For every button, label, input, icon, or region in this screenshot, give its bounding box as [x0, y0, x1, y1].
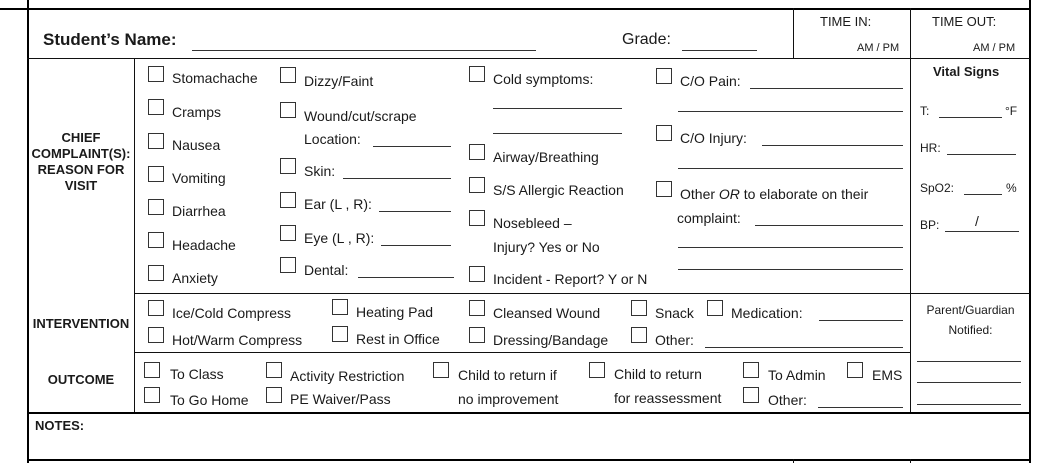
- hot-compress-label: Hot/Warm Compress: [172, 332, 303, 348]
- vomiting-checkbox[interactable]: [148, 166, 164, 182]
- eye-field[interactable]: [381, 245, 451, 246]
- co-injury-label: C/O Injury:: [680, 130, 747, 146]
- headache-checkbox[interactable]: [148, 232, 164, 248]
- other-text: Other: [680, 186, 719, 202]
- ear-checkbox[interactable]: [280, 192, 296, 208]
- dental-checkbox[interactable]: [280, 257, 296, 273]
- temp-label: T:: [920, 104, 930, 118]
- spo2-unit: %: [1006, 181, 1017, 195]
- temp-field[interactable]: [939, 117, 1002, 118]
- label-column-divider: [134, 58, 135, 412]
- incident-checkbox[interactable]: [469, 266, 485, 282]
- medication-checkbox[interactable]: [707, 300, 723, 316]
- cold-symptoms-checkbox[interactable]: [469, 66, 485, 82]
- vital-signs-title: Vital Signs: [933, 64, 1000, 79]
- parent-notified-label: [911, 302, 1030, 338]
- co-injury-field[interactable]: [762, 145, 903, 146]
- cramps-label: Cramps: [172, 104, 222, 120]
- intervention-other-checkbox[interactable]: [631, 327, 647, 343]
- medication-field[interactable]: [819, 320, 903, 321]
- bp-slash: /: [975, 213, 979, 229]
- outcome-bottom-line: [27, 412, 1030, 414]
- parent-field-3[interactable]: [917, 404, 1021, 405]
- next-row-divider-2: [910, 459, 911, 463]
- ear-field[interactable]: [379, 211, 451, 212]
- dental-field[interactable]: [358, 277, 454, 278]
- co-injury-checkbox[interactable]: [656, 125, 672, 141]
- ear-label: Ear (L , R):: [304, 196, 372, 212]
- pe-waiver-label: PE Waiver/Pass: [290, 391, 391, 407]
- diarrhea-checkbox[interactable]: [148, 199, 164, 215]
- to-go-home-checkbox[interactable]: [144, 387, 160, 403]
- skin-checkbox[interactable]: [280, 158, 296, 174]
- dental-label: Dental:: [304, 262, 349, 278]
- stomachache-checkbox[interactable]: [148, 66, 164, 82]
- parent-field-2[interactable]: [917, 382, 1021, 383]
- notes-label: NOTES:: [35, 418, 85, 433]
- time-in-ampm[interactable]: AM / PM: [857, 42, 900, 54]
- student-name-label: Student’s Name:: [43, 30, 177, 49]
- reassessment-label: for reassessment: [614, 390, 722, 406]
- complaint-field-3[interactable]: [678, 269, 903, 270]
- intervention-label: INTERVENTION: [32, 316, 130, 331]
- hot-compress-checkbox[interactable]: [148, 327, 164, 343]
- or-text: OR: [718, 186, 740, 202]
- heating-pad-label: Heating Pad: [356, 304, 434, 320]
- skin-field[interactable]: [343, 178, 451, 179]
- wound-label: Wound/cut/scrape: [304, 108, 417, 124]
- wound-checkbox[interactable]: [280, 102, 296, 118]
- allergic-reaction-checkbox[interactable]: [469, 177, 485, 193]
- airway-label: Airway/Breathing: [493, 149, 599, 165]
- complaint-label: complaint:: [677, 210, 741, 226]
- cleansed-wound-label: Cleansed Wound: [493, 305, 601, 321]
- intervention-other-field[interactable]: [705, 347, 903, 348]
- outcome-other-label: Other:: [768, 392, 807, 408]
- other-complaint-checkbox[interactable]: [656, 181, 672, 197]
- form-top-border: [0, 8, 1030, 10]
- parent-field-1[interactable]: [917, 361, 1021, 362]
- to-admin-checkbox[interactable]: [743, 362, 759, 378]
- eye-label: Eye (L , R):: [304, 230, 375, 246]
- pe-waiver-checkbox[interactable]: [266, 387, 282, 403]
- hr-label: HR:: [920, 141, 941, 155]
- intervention-bottom-line: [134, 352, 910, 353]
- ice-compress-label: Ice/Cold Compress: [172, 305, 292, 321]
- time-in-label: TIME IN:: [820, 14, 872, 29]
- child-return-label: Child to return: [614, 366, 702, 382]
- cramps-checkbox[interactable]: [148, 99, 164, 115]
- chief-label-line-2: COMPLAINT(S):: [31, 146, 131, 161]
- cold-symptoms-field-2[interactable]: [493, 133, 622, 134]
- form-right-border: [1029, 0, 1031, 463]
- anxiety-checkbox[interactable]: [148, 265, 164, 281]
- student-name-field[interactable]: [192, 50, 536, 51]
- nausea-checkbox[interactable]: [148, 133, 164, 149]
- airway-checkbox[interactable]: [469, 144, 485, 160]
- medication-label: Medication:: [731, 305, 803, 321]
- stomachache-label: Stomachache: [172, 70, 258, 86]
- dressing-bandage-checkbox[interactable]: [469, 327, 485, 343]
- next-row-divider-1: [793, 459, 794, 463]
- hr-field[interactable]: [947, 154, 1016, 155]
- cleansed-wound-checkbox[interactable]: [469, 300, 485, 316]
- time-out-ampm[interactable]: AM / PM: [973, 42, 1016, 54]
- snack-label: Snack: [655, 305, 694, 321]
- cold-symptoms-field-1[interactable]: [493, 108, 622, 109]
- intervention-other-label: Other:: [655, 332, 694, 348]
- child-return-checkbox[interactable]: [589, 362, 605, 378]
- location-label: Location:: [304, 131, 361, 147]
- temp-unit: °F: [1005, 104, 1018, 118]
- bp-field[interactable]: [945, 231, 1019, 232]
- nosebleed-checkbox[interactable]: [469, 210, 485, 226]
- co-injury-field-2[interactable]: [678, 168, 903, 169]
- complaint-field-1[interactable]: [755, 225, 903, 226]
- co-pain-field-2[interactable]: [678, 111, 903, 112]
- parent-line-1: Parent/Guardian: [926, 303, 1015, 317]
- chief-label-line-3: REASON FOR: [37, 162, 125, 177]
- spo2-label: SpO2:: [920, 181, 955, 195]
- cold-symptoms-label: Cold symptoms:: [493, 71, 594, 87]
- spo2-field[interactable]: [964, 194, 1002, 195]
- activity-restriction-label: Activity Restriction: [290, 368, 405, 384]
- rest-in-office-label: Rest in Office: [356, 331, 440, 347]
- chief-label-line-1: CHIEF: [61, 130, 101, 145]
- chief-complaint-label: [28, 130, 134, 194]
- chief-bottom-line: [134, 293, 1030, 294]
- form-left-border: [27, 0, 29, 463]
- nausea-label: Nausea: [172, 137, 221, 153]
- ice-compress-checkbox[interactable]: [148, 300, 164, 316]
- child-return-if-checkbox[interactable]: [433, 362, 449, 378]
- other-complaint-label: [680, 186, 868, 202]
- parent-line-2: Notified:: [948, 323, 993, 337]
- form-bottom-border: [27, 459, 1030, 461]
- header-bottom-line: [27, 58, 1030, 59]
- to-go-home-label: To Go Home: [170, 392, 249, 408]
- activity-restriction-checkbox[interactable]: [266, 362, 282, 378]
- skin-label: Skin:: [304, 163, 336, 179]
- injury-question-label: Injury? Yes or No: [493, 239, 600, 255]
- eye-checkbox[interactable]: [280, 225, 296, 241]
- rest-in-office-checkbox[interactable]: [332, 326, 348, 342]
- snack-checkbox[interactable]: [631, 300, 647, 316]
- headache-label: Headache: [172, 237, 236, 253]
- co-pain-label: C/O Pain:: [680, 73, 741, 89]
- to-admin-label: To Admin: [768, 367, 826, 383]
- chief-label-line-4: VISIT: [64, 178, 98, 193]
- elaborate-text: to elaborate on their: [739, 186, 869, 202]
- time-out-label: TIME OUT:: [932, 14, 997, 29]
- vomiting-label: Vomiting: [172, 170, 226, 186]
- child-return-if-label: Child to return if: [458, 367, 557, 383]
- grade-field[interactable]: [682, 50, 757, 51]
- co-pain-checkbox[interactable]: [656, 68, 672, 84]
- dizzy-faint-checkbox[interactable]: [280, 67, 296, 83]
- dressing-bandage-label: Dressing/Bandage: [493, 332, 609, 348]
- time-in-divider: [793, 8, 794, 58]
- co-pain-field[interactable]: [750, 88, 903, 89]
- incident-label: Incident - Report? Y or N: [493, 271, 648, 287]
- diarrhea-label: Diarrhea: [172, 203, 226, 219]
- allergic-reaction-label: S/S Allergic Reaction: [493, 182, 624, 198]
- outcome-label: OUTCOME: [47, 372, 115, 387]
- complaint-field-2[interactable]: [678, 247, 903, 248]
- to-class-checkbox[interactable]: [144, 362, 160, 378]
- ems-checkbox[interactable]: [847, 362, 863, 378]
- grade-label: Grade:: [622, 31, 671, 48]
- outcome-other-field[interactable]: [818, 407, 903, 408]
- time-out-divider: [910, 8, 911, 412]
- nosebleed-label: Nosebleed –: [493, 215, 572, 231]
- ems-label: EMS: [872, 367, 903, 383]
- dizzy-faint-label: Dizzy/Faint: [304, 73, 374, 89]
- location-field[interactable]: [373, 146, 451, 147]
- outcome-other-checkbox[interactable]: [743, 387, 759, 403]
- bp-label: BP:: [920, 218, 940, 232]
- heating-pad-checkbox[interactable]: [332, 299, 348, 315]
- anxiety-label: Anxiety: [172, 270, 218, 286]
- no-improvement-label: no improvement: [458, 391, 559, 407]
- to-class-label: To Class: [170, 366, 224, 382]
